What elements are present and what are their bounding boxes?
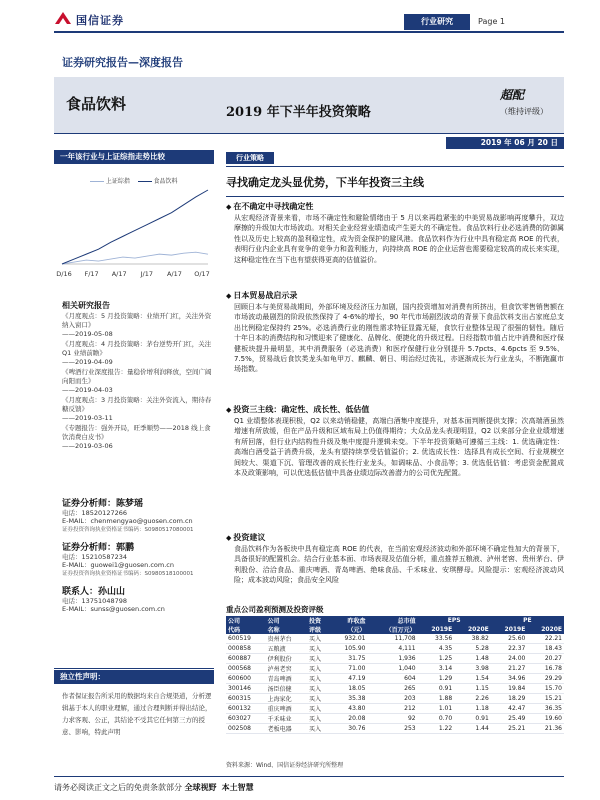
table-cell: 2.26 bbox=[454, 694, 491, 704]
table-cell: 000568 bbox=[226, 664, 266, 674]
table-cell: 38.82 bbox=[454, 634, 491, 644]
x-tick-label: D/16 bbox=[56, 270, 72, 278]
col-head: 昨收盘 bbox=[331, 616, 368, 625]
related-reports-title: 相关研究报告 bbox=[62, 301, 110, 310]
related-report-name: 《专题报告：强外开局，旺季顺势——2018 线上食饮消费白皮书》 bbox=[62, 424, 211, 441]
rating-note: （维持评级） bbox=[500, 107, 548, 116]
table-cell: 19.60 bbox=[527, 714, 564, 724]
col-head: 2019E bbox=[418, 625, 455, 634]
x-tick-label: J/17 bbox=[140, 270, 153, 278]
table-cell: 203 bbox=[367, 694, 417, 704]
footer-slogan-1: 全球视野 bbox=[184, 783, 217, 792]
table-cell: 18.05 bbox=[331, 684, 368, 694]
chart-panel-title: 一年该行业与上证综指走势比较 bbox=[54, 150, 214, 164]
table-cell: 老板电器 bbox=[266, 724, 307, 734]
table-cell: 1.01 bbox=[418, 704, 455, 714]
guosen-logo-icon bbox=[54, 10, 72, 26]
table-cell: 30.76 bbox=[331, 724, 368, 734]
section-headline: 寻找确定龙头显优势，下半年投资三主线 bbox=[226, 176, 424, 189]
related-report-date: ——2019-04-03 bbox=[62, 386, 113, 394]
company-name: 国信证券 bbox=[76, 14, 124, 27]
section-heading: ◆ 在不确定中寻找确定性 bbox=[226, 201, 313, 212]
col-head: （百万元） bbox=[367, 625, 417, 634]
legend-swatch-sector bbox=[138, 181, 152, 182]
table-cell: 11,708 bbox=[367, 634, 417, 644]
table-body bbox=[226, 634, 564, 734]
table-cell: 22.21 bbox=[527, 634, 564, 644]
col-head-eps: EPS bbox=[418, 616, 491, 625]
table-cell: 600315 bbox=[226, 694, 266, 704]
table-cell: 19.84 bbox=[491, 684, 528, 694]
footer-text bbox=[54, 782, 254, 793]
col-head: （元） bbox=[331, 625, 368, 634]
table-row bbox=[226, 654, 564, 664]
table-row bbox=[226, 644, 564, 654]
table-cell: 47.19 bbox=[331, 674, 368, 684]
table-cell: 汤臣倍健 bbox=[266, 684, 307, 694]
table-cell: 21.36 bbox=[527, 724, 564, 734]
table-cell: 600132 bbox=[226, 704, 266, 714]
col-head: 名称 bbox=[266, 625, 307, 634]
table-row bbox=[226, 634, 564, 644]
table-cell: 买入 bbox=[307, 654, 331, 664]
col-head: 2020E bbox=[454, 625, 491, 634]
footer-divider bbox=[54, 776, 564, 777]
title-band-divider bbox=[54, 133, 564, 134]
table-cell: 253 bbox=[367, 724, 417, 734]
report-category-tag: 行业研究 bbox=[404, 14, 470, 30]
table-cell: 71.00 bbox=[331, 664, 368, 674]
section-body: Q1 业绩整体表现积极，Q2 以来动销稳健，高端白酒集中度提升，对基本面判断提供支撑；次高端酒虽然增速有所放缓，但在产品升级和区域布局上仍值得期待；大众品龙头表现明显，Q2 以来部分企业业绩增速有所回落，但行业内结构性升级及集中度提升逻辑未变。下半年投资策略可遵循三主线：1. 优选确定性：高端白酒受益于消费升级，龙头有望持续享受估值溢价；2. 优选成长性：选择具有成长空间、行业规模空间较大、渠道下沉、管理改善的成长性行业龙头，如调味品、小食品等；3. 优选低估值：考虑资金配置成本及政策影响，可以优选低估值中具备业绩边际改善潜力的公司优先配置。 bbox=[234, 417, 564, 478]
legend-label-index: 上证综指 bbox=[105, 178, 130, 185]
analyst-name: 证券分析师：郭鹏 bbox=[62, 543, 135, 553]
contact-name: 联系人：孙山山 bbox=[62, 587, 126, 597]
table-cell: 20.08 bbox=[331, 714, 368, 724]
header-divider bbox=[54, 31, 564, 33]
table-cell: 买入 bbox=[307, 634, 331, 644]
contact-phone: 电话：13751048798 bbox=[62, 596, 127, 605]
table-cell: 1.48 bbox=[454, 654, 491, 664]
related-report-name: 《月度观点：3 月投资策略：关注外资流入，期待春糖反馈》 bbox=[62, 396, 212, 413]
table-cell: 青岛啤酒 bbox=[266, 674, 307, 684]
table-cell: 600600 bbox=[226, 674, 266, 684]
table-cell: 24.00 bbox=[491, 654, 528, 664]
table-cell: 1,936 bbox=[367, 654, 417, 664]
table-cell: 买入 bbox=[307, 704, 331, 714]
table-cell: 重庆啤酒 bbox=[266, 704, 307, 714]
earnings-table bbox=[226, 616, 564, 734]
table-title: 重点公司盈利预测及投资评级 bbox=[226, 605, 324, 614]
table-cell: 买入 bbox=[307, 644, 331, 654]
table-header-row bbox=[226, 616, 564, 625]
col-head: 2019E bbox=[491, 625, 528, 634]
col-head-pe: PE bbox=[491, 616, 564, 625]
section-body: 回顾日本与美贸易战期间，外部环境及经济压力加剧，国内投资增加对消费有所挤出，但食饮零售销售额在市场波动最剧烈的阶段依然保持了 4-6%的增长，90 年代市场剧烈波动的背景下食品饮料支出占家庭总支出比例稳定保持约 25%。必选消费行业的刚性需求特征显露无疑，食饮行业整体呈现了很强的韧性。随后十年日本的消费结构和习惯迎来了健康化、品牌化、便捷化的升级过程。日经指数市值占比中消费和医疗保健板块提升最明显，其中消费服务（必选消费）和医疗保健行业分别提升 5.7pcts、4.6pcts 至 9.5%、7.5%，贸易战后食饮类龙头如龟甲万、麒麟、朝日、明治经过洗礼，亦逐渐成长为行业龙头，不断跑赢市场指数。 bbox=[234, 303, 564, 374]
section-body: 食品饮料作为各板块中具有稳定高 ROE 的代表，在当前宏观经济波动和外部环境不确定性加大的背景下，具备很好的配置机会。结合行业基本面、市场表现及估值分析，重点推荐五粮液、泸州老窖、贵州茅台、伊利股份、洽洽食品、重庆啤酒、青岛啤酒、绝味食品、千禾味业、安琪酵母。风险提示：宏观经济波动风险；成本波动风险；食品安全风险 bbox=[234, 545, 564, 585]
table-cell: 600519 bbox=[226, 634, 266, 644]
related-report-name: 《月度观点：5 月投资策略：业绩开门红，关注外资纳入窗口》 bbox=[62, 312, 212, 329]
related-report-name: 《啤酒行业深度报告：量稳价增利润释放，空间广阔向阳而生》 bbox=[62, 368, 212, 385]
table-cell: 33.56 bbox=[418, 634, 455, 644]
analyst-email: E-MAIL：chenmengyao@guosen.com.cn bbox=[62, 517, 193, 525]
col-head: 投资 bbox=[307, 616, 331, 625]
table-cell: 22.37 bbox=[491, 644, 528, 654]
table-cell: 1.44 bbox=[454, 724, 491, 734]
footer-disclaimer: 请务必阅读正文之后的免责条款部分 bbox=[54, 783, 182, 792]
table-cell: 002508 bbox=[226, 724, 266, 734]
table-cell: 买入 bbox=[307, 674, 331, 684]
related-report-date: ——2019-04-09 bbox=[62, 358, 113, 366]
section-heading: ◆ 投资建议 bbox=[226, 532, 265, 543]
table-cell: 贵州茅台 bbox=[266, 634, 307, 644]
table-cell: 五粮液 bbox=[266, 644, 307, 654]
table-source: 资料来源：Wind、国信证券经济研究所整理 bbox=[226, 762, 344, 769]
section-divider bbox=[226, 166, 564, 167]
table-cell: 36.35 bbox=[527, 704, 564, 714]
table-cell: 1.22 bbox=[418, 724, 455, 734]
related-report-item bbox=[62, 396, 214, 423]
table-cell: 265 bbox=[367, 684, 417, 694]
table-cell: 买入 bbox=[307, 724, 331, 734]
col-head: 公司 bbox=[266, 616, 307, 625]
table-cell: 21.27 bbox=[491, 664, 528, 674]
x-tick-label: O/17 bbox=[194, 270, 210, 278]
table-cell: 4,111 bbox=[367, 644, 417, 654]
table-cell: 300146 bbox=[226, 684, 266, 694]
contact-email: E-MAIL：sunss@guosen.com.cn bbox=[62, 605, 165, 613]
table-cell: 18.29 bbox=[491, 694, 528, 704]
col-head: 总市值 bbox=[367, 616, 417, 625]
trend-chart bbox=[58, 184, 212, 280]
table-row bbox=[226, 704, 564, 714]
table-row bbox=[226, 674, 564, 684]
table-cell: 0.91 bbox=[418, 684, 455, 694]
table-cell: 1.15 bbox=[454, 684, 491, 694]
report-type: 证券研究报告—深度报告 bbox=[62, 56, 183, 69]
footer-slogan-2: 本土智慧 bbox=[221, 783, 254, 792]
table-cell: 买入 bbox=[307, 664, 331, 674]
analyst-card bbox=[62, 500, 216, 534]
analyst-phone: 电话：18520127266 bbox=[62, 508, 127, 517]
table-cell: 25.21 bbox=[491, 724, 528, 734]
table-cell: 15.70 bbox=[527, 684, 564, 694]
analyst-name: 证券分析师：陈梦瑶 bbox=[62, 499, 144, 509]
section-heading: ◆ 日本贸易战启示录 bbox=[226, 290, 297, 301]
table-cell: 1.54 bbox=[454, 674, 491, 684]
table-cell: 29.29 bbox=[527, 674, 564, 684]
table-cell: 买入 bbox=[307, 694, 331, 704]
section-tag: 行业策略 bbox=[226, 152, 274, 164]
table-cell: 泸州老窖 bbox=[266, 664, 307, 674]
col-head: 公司 bbox=[226, 616, 266, 625]
table-cell: 603027 bbox=[226, 714, 266, 724]
series-line-index bbox=[62, 252, 208, 264]
table-cell: 932.01 bbox=[331, 634, 368, 644]
table-cell: 25.49 bbox=[491, 714, 528, 724]
table-cell: 18.43 bbox=[527, 644, 564, 654]
independence-title: 独立性声明： bbox=[54, 670, 214, 684]
table-cell: 1.88 bbox=[418, 694, 455, 704]
col-head: 2020E bbox=[527, 625, 564, 634]
table-cell: 1.29 bbox=[418, 674, 455, 684]
table-cell: 20.27 bbox=[527, 654, 564, 664]
table-cell: 31.75 bbox=[331, 654, 368, 664]
analyst-card bbox=[62, 544, 216, 578]
table-subheader-row bbox=[226, 625, 564, 634]
table-cell: 600887 bbox=[226, 654, 266, 664]
report-date: 2019 年 06 月 20 日 bbox=[446, 137, 564, 149]
related-report-date: ——2019-03-11 bbox=[62, 414, 113, 422]
related-report-item bbox=[62, 368, 214, 395]
legend-label-sector: 食品饮料 bbox=[153, 178, 178, 185]
analyst-phone: 电话：15210587234 bbox=[62, 552, 127, 561]
table-cell: 1,040 bbox=[367, 664, 417, 674]
table-cell: 43.80 bbox=[331, 704, 368, 714]
table-cell: 604 bbox=[367, 674, 417, 684]
table-cell: 1.18 bbox=[454, 704, 491, 714]
section-body: 从宏观经济背景来看，市场不确定性和避险情绪由于 5 月以来再趋紧张的中美贸易战影响再度攀升，双边摩擦的升级加大市场波动。对相关企业经营业绩造成产生更大的不确定性。食品饮料行业必选消费的防御属性以及历史上较高的盈利稳定性，成为资金保护的避风港。食品饮料作为行业中具有稳定高 ROE 的代表，表明行业内企业具有竞争的竞争力和盈利能力，向持续高 ROE 的企业运营也需要稳定较高的成长来实现，这种稳定性在当下也有望获得更高的估值溢价。 bbox=[234, 214, 564, 264]
table-cell: 15.21 bbox=[527, 694, 564, 704]
table-cell: 伊利股份 bbox=[266, 654, 307, 664]
table-cell: 5.28 bbox=[454, 644, 491, 654]
table-cell: 0.91 bbox=[454, 714, 491, 724]
table-cell: 4.35 bbox=[418, 644, 455, 654]
table-cell: 上海家化 bbox=[266, 694, 307, 704]
table-cell: 000858 bbox=[226, 644, 266, 654]
section-heading: ◆ 投资三主线：确定性、成长性、低估值 bbox=[226, 404, 369, 415]
rating: 超配 bbox=[500, 88, 525, 102]
related-report-date: ——2019-03-06 bbox=[62, 442, 113, 450]
analyst-cert: 证券投资咨询执业资格证书编码：S0980518100001 bbox=[62, 570, 194, 577]
table-cell: 千禾味业 bbox=[266, 714, 307, 724]
table-cell: 25.60 bbox=[491, 634, 528, 644]
table-cell: 3.14 bbox=[418, 664, 455, 674]
related-report-item bbox=[62, 312, 214, 339]
analyst-cert: 证券投资咨询执业资格证书编码：S0980517080001 bbox=[62, 526, 194, 533]
table-cell: 1.25 bbox=[418, 654, 455, 664]
analyst-card bbox=[62, 588, 216, 614]
table-row bbox=[226, 664, 564, 674]
related-report-date: ——2019-05-08 bbox=[62, 330, 113, 338]
x-tick-label: A/17 bbox=[111, 270, 127, 278]
table-cell: 92 bbox=[367, 714, 417, 724]
table-cell: 42.47 bbox=[491, 704, 528, 714]
table-cell: 买入 bbox=[307, 714, 331, 724]
table-row bbox=[226, 724, 564, 734]
independence-statement: 作者保证报告所采用的数据均来自合规渠道，分析逻辑基于本人的职业理解，通过合理判断并得出结论，力求客观、公正，其结论不受其它任何第三方的授意、影响，特此声明 bbox=[62, 692, 212, 736]
analyst-email: E-MAIL：guowei1@guosen.com.cn bbox=[62, 561, 174, 569]
table-row bbox=[226, 714, 564, 724]
table-row bbox=[226, 694, 564, 704]
table-cell: 16.78 bbox=[527, 664, 564, 674]
table-cell: 35.38 bbox=[331, 694, 368, 704]
x-tick-label: A/17 bbox=[166, 270, 182, 278]
table-cell: 0.70 bbox=[418, 714, 455, 724]
headline-divider bbox=[226, 196, 564, 197]
related-report-item bbox=[62, 424, 214, 451]
table-cell: 买入 bbox=[307, 684, 331, 694]
related-report-item bbox=[62, 340, 214, 367]
x-tick-label: F/17 bbox=[84, 270, 99, 278]
sector-name: 食品饮料 bbox=[66, 95, 127, 113]
table-cell: 105.90 bbox=[331, 644, 368, 654]
col-head: 评级 bbox=[307, 625, 331, 634]
table-cell: 3.98 bbox=[454, 664, 491, 674]
page-number: Page 1 bbox=[478, 17, 505, 26]
report-title: 2019 年下半年投资策略 bbox=[226, 105, 371, 120]
legend-swatch-index bbox=[90, 181, 104, 182]
table-cell: 34.96 bbox=[491, 674, 528, 684]
table-row bbox=[226, 684, 564, 694]
table-cell: 212 bbox=[367, 704, 417, 714]
related-report-name: 《月度观点：4 月投资策略：茅台逆势开门红，关注 Q1 业绩前瞻》 bbox=[62, 340, 212, 357]
col-head: 代码 bbox=[226, 625, 266, 634]
